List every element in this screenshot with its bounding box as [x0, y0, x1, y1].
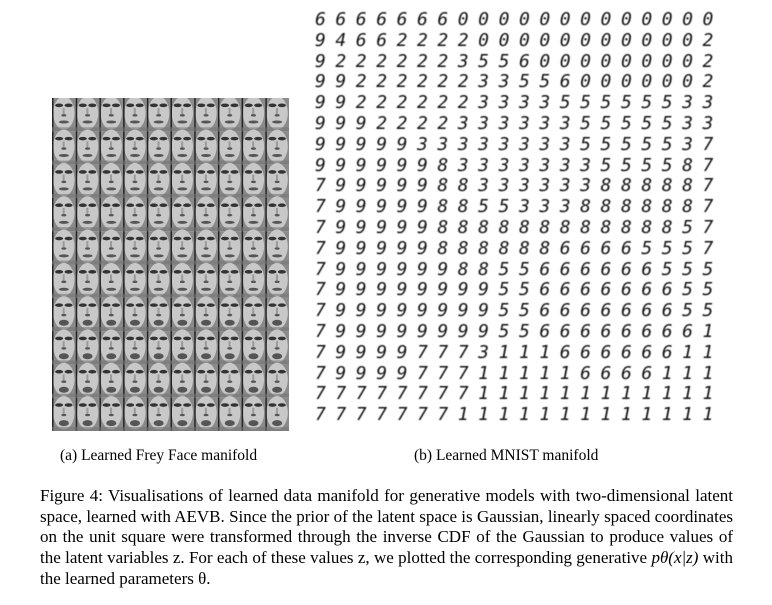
mnist-digit-row: 77777777111111111111: [315, 383, 723, 405]
mnist-digit-row: 79999988888866665557: [315, 237, 723, 259]
face-cell: [171, 230, 195, 265]
mnist-digit-row: 79999777311166666611: [315, 341, 723, 363]
face-cell: [194, 329, 218, 364]
face-cell: [147, 130, 171, 165]
caption-text: Figure 4: Visualisations of learned data manifold for generative models with two-dimensional latent space, learned with AEVB. Since the prior of the latent space is Gaussian, linearly spaced coordinates on the unit square were transformed through the inverse CDF of the Gaussian to produce values of the latent variables z. For each of these values z, we plotted the corresponding generative: [40, 486, 733, 568]
mnist-digit-row: 79999988888888888857: [315, 217, 723, 238]
mnist-digit-row: 99222222333355555533: [315, 92, 723, 114]
face-cell: [171, 98, 195, 131]
mnist-digit-row: 79999998855666666555: [315, 258, 723, 280]
face-cell: [218, 363, 242, 398]
face-cell: [76, 396, 100, 431]
face-cell: [123, 296, 147, 331]
face-cell: [242, 130, 266, 165]
mnist-digit-row: 99999333333335555537: [315, 133, 723, 155]
face-cell: [194, 130, 218, 165]
caption-math: pθ(x|z): [651, 548, 699, 568]
face-cell: [171, 163, 195, 198]
face-cell: [147, 329, 171, 364]
face-cell: [194, 263, 218, 298]
face-cell: [147, 163, 171, 198]
face-cell: [123, 196, 147, 231]
face-cell: [218, 230, 242, 265]
mnist-digit-row: 79999999955666666655: [315, 300, 723, 322]
face-cell: [194, 396, 218, 431]
mnist-digit-row: 94662222000000000002: [315, 29, 723, 51]
face-cell: [147, 396, 171, 431]
face-cell: [171, 263, 195, 298]
face-cell: [99, 263, 123, 298]
face-cell: [242, 230, 266, 265]
face-cell: [52, 196, 76, 231]
face-cell: [52, 230, 76, 265]
face-cell: [123, 98, 147, 131]
mnist-digit-row: 79999999955666666661: [315, 321, 723, 342]
face-cell: [147, 363, 171, 398]
face-cell: [76, 329, 100, 364]
face-cell: [218, 163, 242, 198]
face-cell: [123, 396, 147, 431]
face-cell: [242, 329, 266, 364]
face-cell: [194, 230, 218, 265]
face-cell: [76, 230, 100, 265]
face-cell: [99, 230, 123, 265]
face-cell: [76, 196, 100, 231]
face-cell: [76, 363, 100, 398]
face-cell: [147, 263, 171, 298]
face-cell: [265, 363, 289, 398]
face-cell: [76, 263, 100, 298]
face-cell: [52, 329, 76, 364]
face-cell: [194, 163, 218, 198]
face-cell: [76, 296, 100, 331]
face-cell: [76, 98, 100, 131]
face-cell: [147, 98, 171, 131]
face-cell: [218, 396, 242, 431]
face-cell: [147, 296, 171, 331]
figure-caption: [40, 486, 733, 590]
face-cell: [52, 130, 76, 165]
face-cell: [76, 163, 100, 198]
face-cell: [52, 363, 76, 398]
face-cell: [123, 163, 147, 198]
face-cell: [265, 98, 289, 131]
mnist-digit-row: 99999983333333555587: [315, 154, 723, 176]
face-cell: [218, 98, 242, 131]
face-cell: [242, 98, 266, 131]
face-cell: [99, 329, 123, 364]
face-cell: [99, 130, 123, 165]
face-cell: [265, 196, 289, 231]
mnist-digit-row: 79999988553338888887: [315, 196, 723, 218]
face-cell: [99, 98, 123, 131]
face-cell: [171, 396, 195, 431]
face-cell: [242, 196, 266, 231]
face-cell: [242, 363, 266, 398]
face-cell: [265, 230, 289, 265]
face-cell: [99, 296, 123, 331]
mnist-digit-row: 79999988333333888887: [315, 175, 723, 197]
face-cell: [265, 130, 289, 165]
face-cell: [171, 130, 195, 165]
face-cell: [194, 196, 218, 231]
face-cell: [265, 263, 289, 298]
face-cell: [123, 230, 147, 265]
subfigure-b-label: (b) Learned MNIST manifold: [414, 447, 599, 464]
face-cell: [52, 98, 76, 131]
face-cell: [171, 329, 195, 364]
face-cell: [123, 329, 147, 364]
face-cell: [123, 130, 147, 165]
face-cell: [242, 163, 266, 198]
face-cell: [52, 263, 76, 298]
mnist-digit-row: 79999999955666666655: [315, 279, 723, 301]
mnist-digit-row: 92222223556000000002: [315, 50, 723, 72]
face-cell: [52, 163, 76, 198]
face-cell: [242, 263, 266, 298]
face-cell: [242, 396, 266, 431]
face-cell: [194, 363, 218, 398]
face-cell: [218, 329, 242, 364]
face-cell: [99, 163, 123, 198]
face-cell: [218, 196, 242, 231]
face-cell: [265, 329, 289, 364]
face-cell: [265, 296, 289, 331]
caption-end: with the learned parameters θ.: [40, 548, 733, 588]
face-cell: [171, 296, 195, 331]
face-cell: [99, 196, 123, 231]
mnist-digit-row: 99922223333335555533: [315, 113, 723, 134]
face-cell: [218, 296, 242, 331]
face-cell: [99, 363, 123, 398]
face-cell: [52, 296, 76, 331]
mnist-digit-row: 66666660000000000000: [315, 9, 723, 30]
mnist-manifold-image: [315, 10, 725, 430]
face-cell: [52, 396, 76, 431]
face-cell: [218, 130, 242, 165]
mnist-digit-row: 77777771111111111111: [315, 404, 723, 426]
face-cell: [123, 263, 147, 298]
face-cell: [99, 396, 123, 431]
face-cell: [171, 363, 195, 398]
subfigure-a-label: (a) Learned Frey Face manifold: [60, 447, 258, 464]
face-cell: [171, 196, 195, 231]
face-cell: [194, 296, 218, 331]
mnist-digit-row: 99222222335560000002: [315, 71, 723, 93]
face-cell: [194, 98, 218, 131]
face-cell: [242, 296, 266, 331]
face-cell: [218, 263, 242, 298]
face-cell: [147, 230, 171, 265]
frey-face-manifold-image: [52, 98, 289, 431]
face-cell: [147, 196, 171, 231]
face-cell: [123, 363, 147, 398]
face-cell: [76, 130, 100, 165]
face-cell: [265, 163, 289, 198]
face-cell: [265, 396, 289, 431]
mnist-digit-row: 79999777111116666111: [315, 362, 723, 384]
